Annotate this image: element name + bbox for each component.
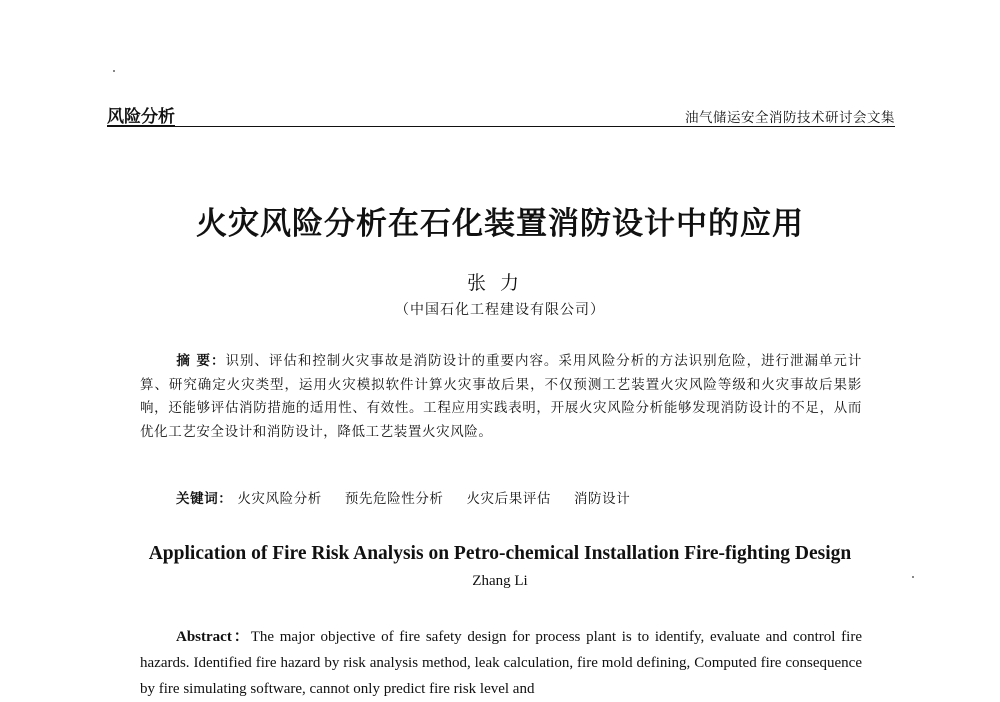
chinese-keywords [176, 487, 648, 507]
paper-title: 火灾风险分析在石化装置消防设计中的应用 [196, 206, 804, 242]
keyword: 消防设计 [573, 491, 631, 507]
author-affiliation: （中国石化工程建设有限公司） [395, 302, 605, 318]
abstract-text: 识别、评估和控制火灾事故是消防设计的重要内容。采用风险分析的方法识别危险，进行泄漏单元计算、研究确定火灾类型，运用火灾模拟软件计算火灾事故后果，不仅预测工艺装置火灾风险等级和火灾事故后果影响，还能够评估消防措施的适用性、有效性。工程应用实践表明，开展火灾风险分析能够发现消防设计的不足，从而优化工艺安全设计和消防设计，降低工艺装置火灾风险。 [140, 353, 862, 440]
english-abstract-text: The major objective of fire safety design for process plant is to identify, evaluate and control fire hazards. Identified fire hazard by risk analysis method, leak calculation, fire mold defining, Computed fire consequence by fire simulating software, cannot only predict fire risk level and [140, 629, 862, 697]
scan-speck [113, 70, 115, 72]
author-name: 张力 [466, 272, 533, 294]
keyword: 火灾风险分析 [237, 491, 322, 507]
journal-name: 油气储运安全消防技术研讨会文集 [685, 110, 895, 126]
abstract-label: 摘 要： [176, 353, 226, 369]
chinese-abstract [140, 350, 862, 444]
section-label: 风险分析 [107, 107, 175, 127]
english-author: Zhang Li [472, 573, 528, 589]
running-header [107, 100, 895, 127]
keywords-label: 关键词： [176, 491, 233, 507]
keyword: 火灾后果评估 [466, 491, 552, 507]
keyword: 预先危险性分析 [344, 491, 444, 507]
english-abstract-label: Abstract [176, 629, 232, 645]
english-abstract: Abstract：The major objective of fire safety design for process plant is to identify, evaluate and control fire hazards. Identified fire hazard by risk analysis method, leak calculation, fire mold defining, Computed fire consequence by fire simulating software, cannot only predict fire risk level and [140, 629, 862, 697]
english-title: Application of Fire Risk Analysis on Petro-chemical Installation Fire-fighting Design [148, 543, 852, 564]
